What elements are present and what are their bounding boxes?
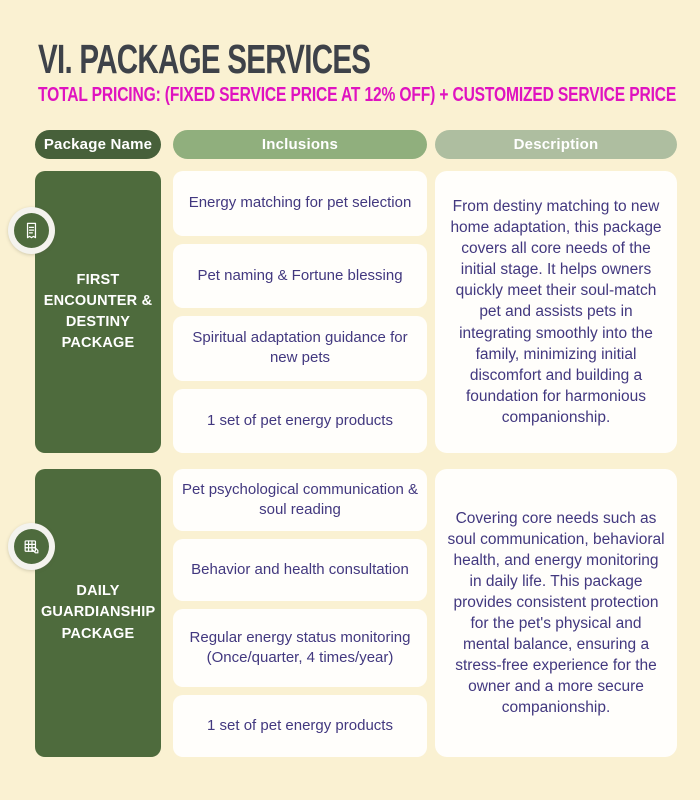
list-item: 1 set of pet energy products [173,389,427,454]
spreadsheet-icon [14,529,49,564]
description-card [435,171,677,453]
list-item: Energy matching for pet selection [173,171,427,236]
list-item: Regular energy status monitoring (Once/quarter, 4 times/year) [173,609,427,686]
table-row [0,469,700,757]
package-name-label: DAILY GUARDIANSHIP PACKAGE [40,583,156,642]
package-name-cell [35,469,161,757]
package-icon-badge [8,523,55,570]
column-header-package-name: Package Name [35,130,161,159]
list-item: 1 set of pet energy products [173,695,427,757]
page-subtitle: TOTAL PRICING: (FIXED SERVICE PRICE AT 12% OFF) + CUSTOMIZED SERVICE PRICE [38,84,677,106]
package-icon-badge [8,207,55,254]
package-name-label: FIRST ENCOUNTER & DESTINY PACKAGE [43,271,153,352]
inclusions-list [173,469,427,757]
receipt-icon [14,213,49,248]
page-title: VI. PACKAGE SERVICES [38,36,371,82]
inclusions-list [173,171,427,453]
table-row [0,171,700,453]
column-header-inclusions: Inclusions [173,130,427,159]
list-item: Pet naming & Fortune blessing [173,244,427,309]
column-header-description: Description [435,130,677,159]
description-card [435,469,677,757]
list-item: Behavior and health consultation [173,539,427,601]
description-text: Covering core needs such as soul communication, behavioral health, and energy monitoring in daily life. This package provides consistent protection for the pet's physical and mental balance, ensuring a stress-free experience for the owner and a more secure companionship. [447,509,665,717]
list-item: Pet psychological communication & soul reading [173,469,427,531]
description-text: From destiny matching to new home adaptation, this package covers all core needs of the initial stage. It helps owners quickly meet their soul-match pet and assists pets in integrating smoothly into the family, minimizing initial discomfort and building a foundation for harmonious companionship. [450,198,662,426]
package-name-cell [35,171,161,453]
list-item: Spiritual adaptation guidance for new pets [173,316,427,381]
